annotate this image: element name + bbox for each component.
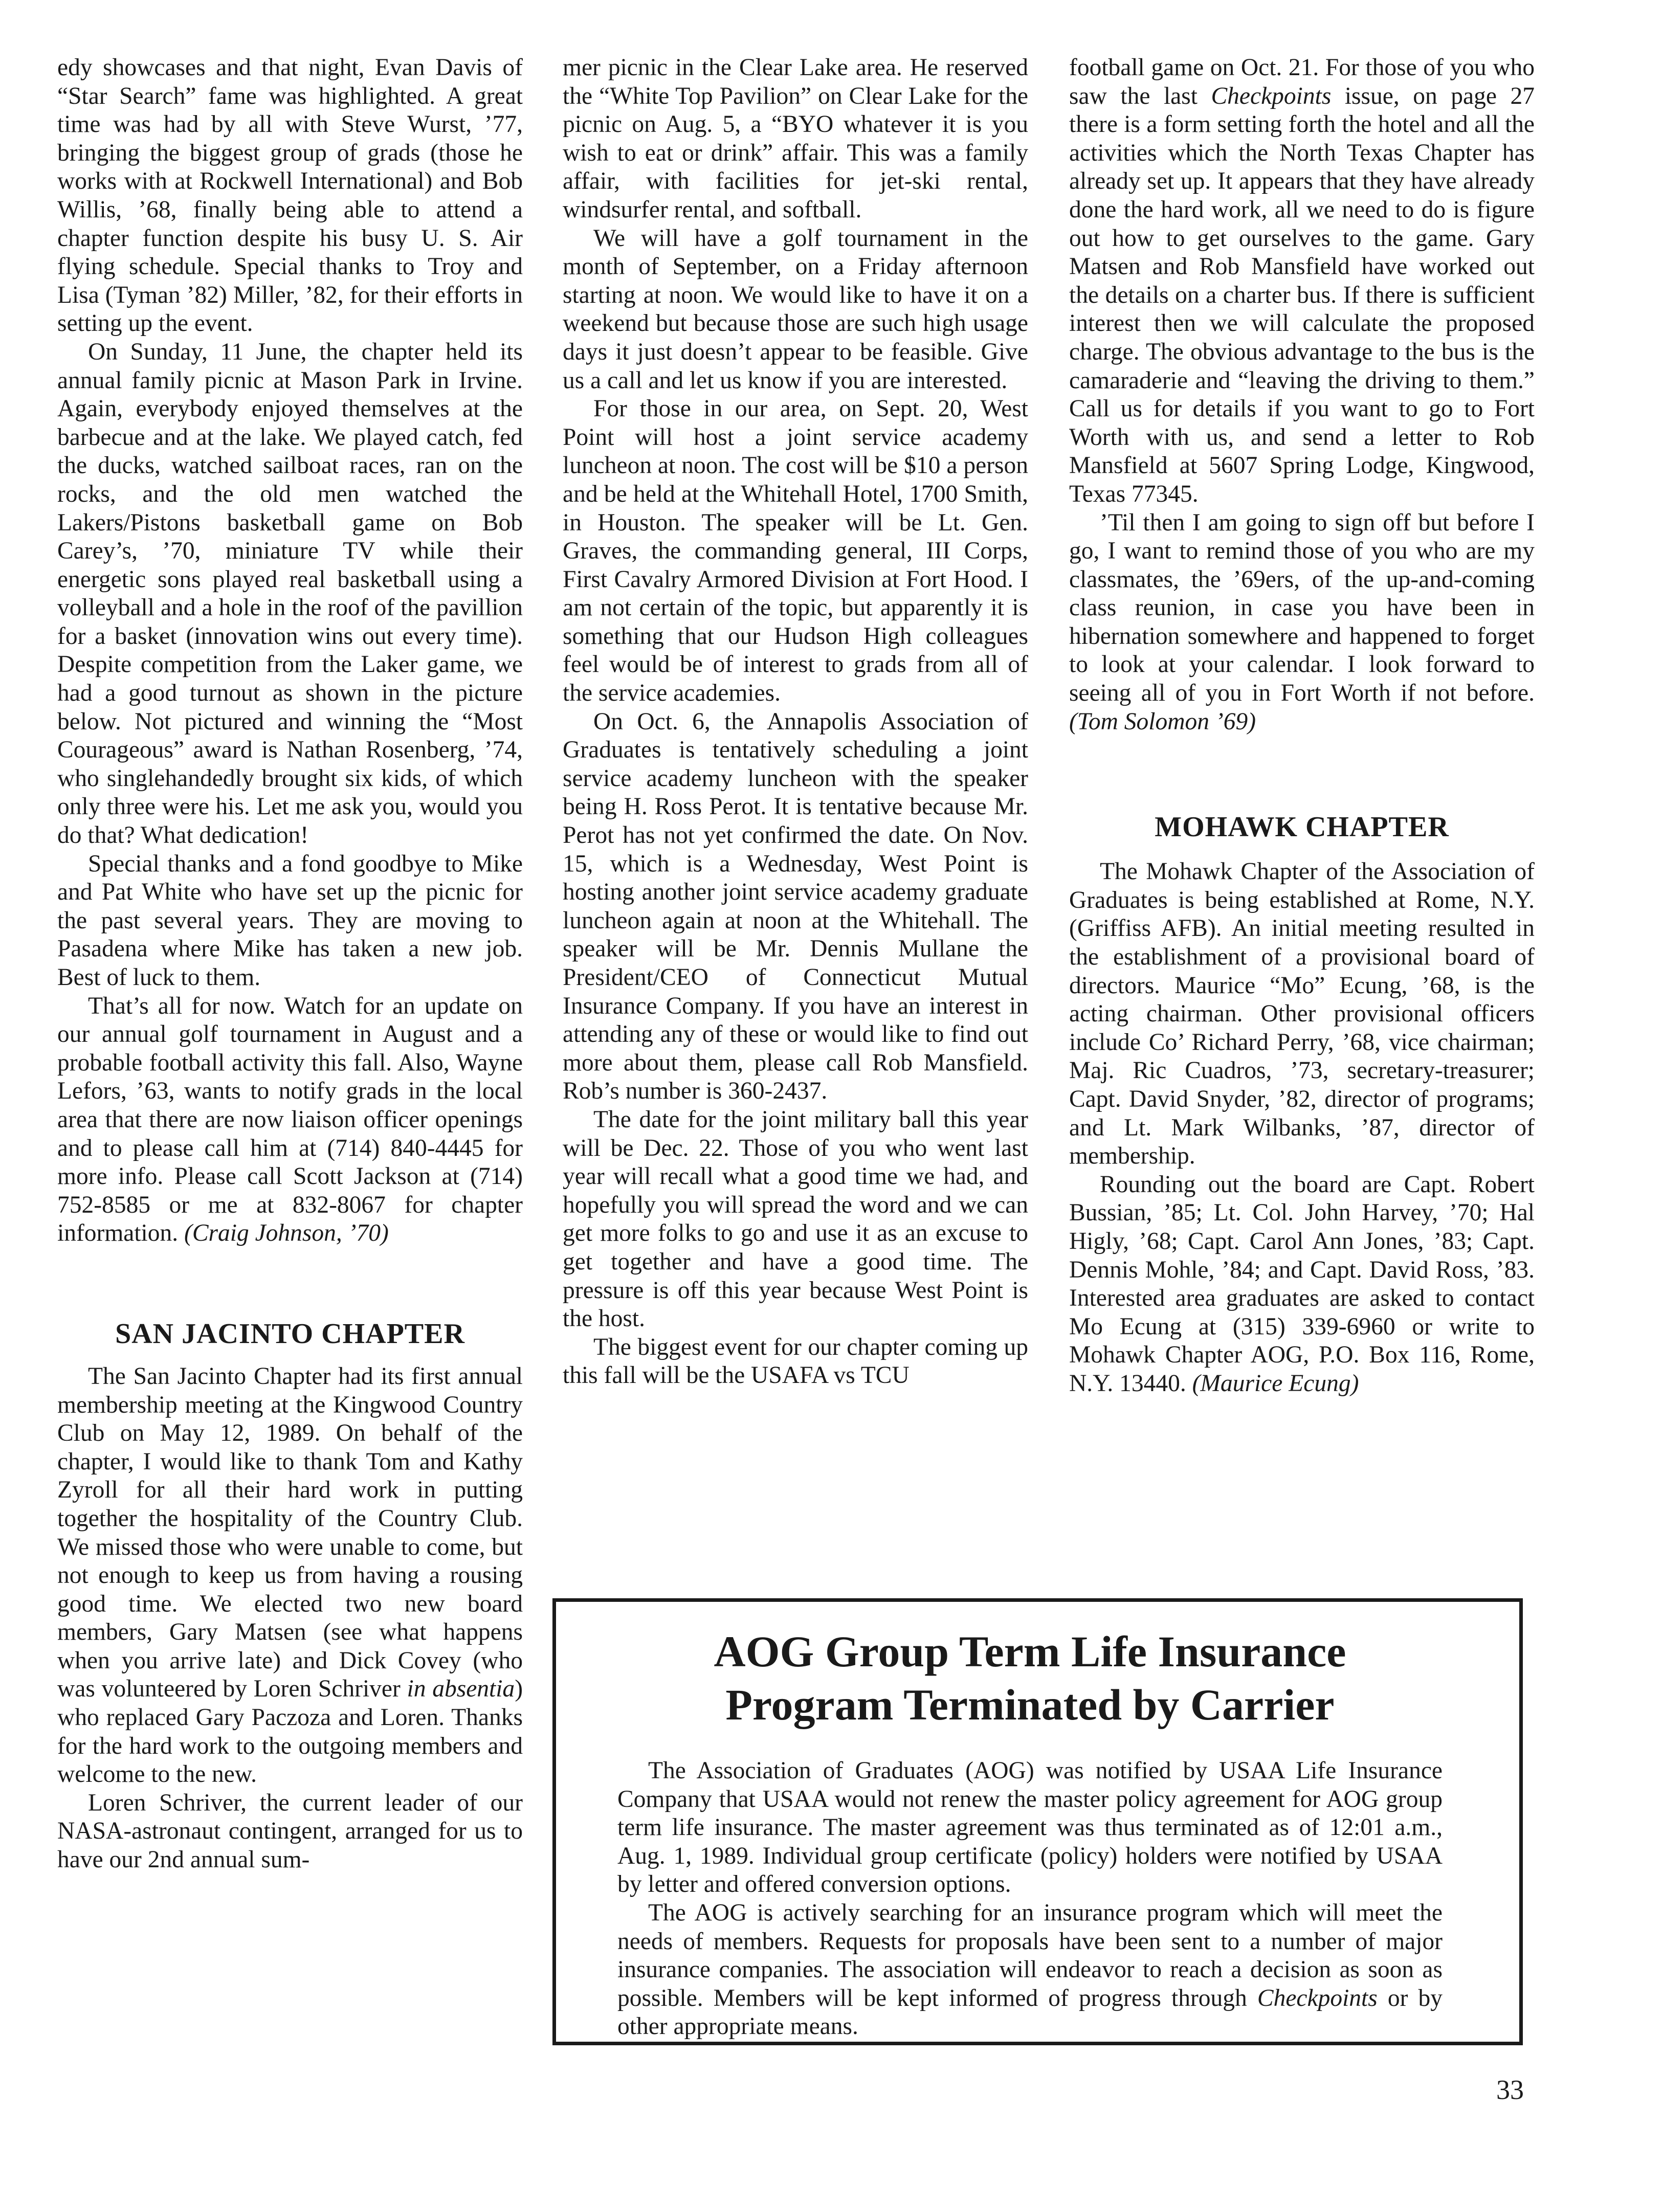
- article-paragraph: edy showcases and that night, Evan Davis of “Star Search” fame was highlighted. A great time was had by all with Steve Wurst, ’77, bringing the biggest group of grads (those he works with at Rockwell International) and Bob Willis, ’68, finally being able to attend a chapter function despite his busy U. S. Air flying schedule. Special thanks to Troy and Lisa (Tyman ’82) Miller, ’82, for their efforts in setting up the event.: [57, 54, 523, 337]
- section-heading-mohawk: MOHAWK CHAPTER: [1155, 811, 1449, 843]
- article-paragraph: The date for the joint military ball this year will be Dec. 22. Those of you who went last year will recall what a good time we had, and hopefully you will spread the word and we can get more folks to go and use it as an excuse to get together and have a good time. The pressure is off this year because West Point is the host.: [563, 1106, 1028, 1332]
- article-paragraph: The biggest event for our chapter coming up this fall will be the USAFA vs TCU: [563, 1333, 1028, 1389]
- article-paragraph: mer picnic in the Clear Lake area. He reserved the “White Top Pavilion” on Clear Lake for the picnic on Aug. 5, a “BYO whatever it is you wish to eat or drink” affair. This was a family affair, with facilities for jet-ski rental, windsurfer rental, and softball.: [563, 54, 1028, 223]
- title-line: Program Terminated by Carrier: [725, 1680, 1335, 1729]
- article-paragraph: For those in our area, on Sept. 20, West Point will host a joint service academy luncheon at noon. The cost will be $10 a person and be held at the Whitehall Hotel, 1700 Smith, in Houston. The speaker will be Lt. Gen. Graves, the commanding general, III Corps, First Cavalry Armored Division at Fort Hood. I am not certain of the topic, but apparently it is something that our Hudson High colleagues feel would be of interest to grads from all of the service academies.: [563, 395, 1028, 707]
- column-2: [563, 54, 1028, 1390]
- page-number: 33: [1496, 2074, 1524, 2105]
- section-heading-san-jacinto: SAN JACINTO CHAPTER: [115, 1317, 465, 1350]
- notice-paragraph: The Association of Graduates (AOG) was notified by USAA Life Insurance Company that USAA would not renew the master policy agreement for AOG group term life insurance. The master agreement was thus terminated as of 12:01 a.m., Aug. 1, 1989. Individual group certificate (policy) holders were notified by USAA by letter and offered conversion options.: [617, 1757, 1443, 1898]
- author-signature: (Maurice Ecung): [1192, 1370, 1359, 1397]
- article-paragraph: [1069, 1171, 1535, 1398]
- notice-paragraph: [617, 1899, 1443, 2041]
- article-paragraph: The Mohawk Chapter of the Association of Graduates is being established at Rome, N.Y. (Griffiss AFB). An initial meeting resulted in the establishment of a provisional board of directors. Maurice “Mo” Ecung, ’68, is the acting chairman. Other provisional officers include Co’ Richard Perry, ’68, vice chairman; Maj. Ric Cuadros, ’73, secretary-treasurer; Capt. David Snyder, ’82, director of programs; and Lt. Mark Wilbanks, ’87, director of membership.: [1069, 858, 1535, 1170]
- column-1: [57, 54, 523, 1874]
- author-signature: (Craig Johnson, ’70): [184, 1220, 389, 1247]
- article-paragraph: [1069, 509, 1535, 736]
- paragraph-text: The AOG is actively searching for an insurance program which will meet the needs of members. Requests for proposals have been sent to a number of major insurance companies. The association will endeavor to reach a decision as soon as possible. Members will be kept informed of progress through: [617, 1899, 1443, 2012]
- paragraph-text: Rounding out the board are Capt. Robert Bussian, ’85; Lt. Col. John Harvey, ’70; Hal Higly, ’68; Capt. Carol Ann Jones, ’83; Capt. Dennis Mohle, ’84; and Capt. David Ross, ’83. Interested area graduates are asked to contact Mo Ecung at (315) 339-6960 or write to Mohawk Chapter AOG, P.O. Box 116, Rome, N.Y. 13440.: [1069, 1171, 1535, 1397]
- paragraph-text: The San Jacinto Chapter had its first annual membership meeting at the Kingwood Country Club on May 12, 1989. On behalf of the chapter, I would like to thank Tom and Kathy Zyroll for all their hard work in putting together the hospitality of the Country Club. We missed those who were unable to come, but not enough to keep us from having a rousing good time. We elected two new board members, Gary Matsen (see what happens when you arrive late) and Dick Covey (who was volunteered by Loren Schriver: [57, 1362, 523, 1703]
- italic-phrase: in absentia: [407, 1675, 515, 1703]
- article-paragraph: [1069, 54, 1535, 509]
- italic-title: Checkpoints: [1211, 82, 1332, 109]
- insurance-notice-box: [552, 1598, 1523, 2045]
- paragraph-text: ) who replaced Gary Paczoza and Loren. Thanks for the hard work to the outgoing members and welcome to the new.: [57, 1675, 523, 1788]
- paragraph-text: That’s all for now. Watch for an update on our annual golf tournament in August and a probable football activity this fall. Also, Wayne Lefors, ’63, wants to notify grads in the local area that there are now liaison officer openings and to please call him at (714) 840-4445 for more info. Please call Scott Jackson at (714) 752-8585 or me at 832-8067 for chapter information.: [57, 992, 523, 1247]
- italic-title: Checkpoints: [1257, 1984, 1378, 2012]
- article-paragraph: On Oct. 6, the Annapolis Association of Graduates is tentatively scheduling a joint service academy luncheon with the speaker being H. Ross Perot. It is tentative because Mr. Perot has not yet confirmed the date. On Nov. 15, which is a Wednesday, West Point is hosting another joint service academy graduate luncheon again at noon at the Whitehall. The speaker will be Mr. Dennis Mullane the President/CEO of Connecticut Mutual Insurance Company. If you have an interest in attending any of these or would like to find out more about them, please call Rob Mansfield. Rob’s number is 360-2437.: [563, 708, 1028, 1105]
- author-signature: (Tom Solomon ’69): [1069, 708, 1256, 735]
- article-paragraph: On Sunday, 11 June, the chapter held its annual family picnic at Mason Park in Irvine. Again, everybody enjoyed themselves at the barbecue and at the lake. We played catch, fed the ducks, watched sailboat races, ran on the rocks, and the old men watched the Lakers/Pistons basketball game on Bob Carey’s, ’70, miniature TV while their energetic sons played real basketball using a volleyball and a hole in the roof of the pavillion for a basket (innovation wins out every time). Despite competition from the Laker game, we had a good turnout as shown in the picture below. Not pictured and winning the “Most Courageous” award is Nathan Rosenberg, ’74, who singlehandedly brought six kids, of which only three were his. Let me ask you, would you do that? What dedication!: [57, 338, 523, 849]
- paragraph-text: football game on Oct. 21. For those of you who saw the last: [1069, 54, 1535, 109]
- paragraph-text: ’Til then I am going to sign off but before I go, I want to remind those of you who are my classmates, the ’69ers, of the up-and-coming class reunion, in case you have been in hibernation somewhere and happened to forget to look at your calendar. I look forward to seeing all of you in Fort Worth if not before.: [1069, 509, 1535, 707]
- column-3: [1069, 54, 1535, 1398]
- title-line: AOG Group Term Life Insurance: [714, 1627, 1346, 1676]
- article-paragraph: [57, 992, 523, 1248]
- paragraph-text: or by other appropriate means.: [617, 1984, 1443, 2040]
- insurance-notice-title: [617, 1625, 1443, 1731]
- paragraph-text: issue, on page 27 there is a form setting forth the hotel and all the activities which the North Texas Chapter has already set up. It appears that they have already done the hard work, all we need to do is figure out how to get ourselves to the game. Gary Matsen and Rob Mansfield have worked out the details on a charter bus. If there is sufficient interest then we will calculate the proposed charge. The obvious advantage to the bus is the camaraderie and “leaving the driving to them.” Call us for details if you want to go to Fort Worth with us, and send a letter to Rob Mansfield at 5607 Spring Lodge, Kingwood, Texas 77345.: [1069, 82, 1535, 507]
- article-paragraph: Special thanks and a fond goodbye to Mike and Pat White who have set up the picnic for the past several years. They are moving to Pasadena where Mike has taken a new job. Best of luck to them.: [57, 850, 523, 991]
- article-paragraph: Loren Schriver, the current leader of our NASA-astronaut contingent, arranged for us to have our 2nd annual sum-: [57, 1789, 523, 1873]
- article-paragraph: We will have a golf tournament in the month of September, on a Friday afternoon starting at noon. We would like to have it on a weekend but because those are such high usage days it just doesn’t appear to be feasible. Give us a call and let us know if you are interested.: [563, 225, 1028, 394]
- article-paragraph: [57, 1362, 523, 1789]
